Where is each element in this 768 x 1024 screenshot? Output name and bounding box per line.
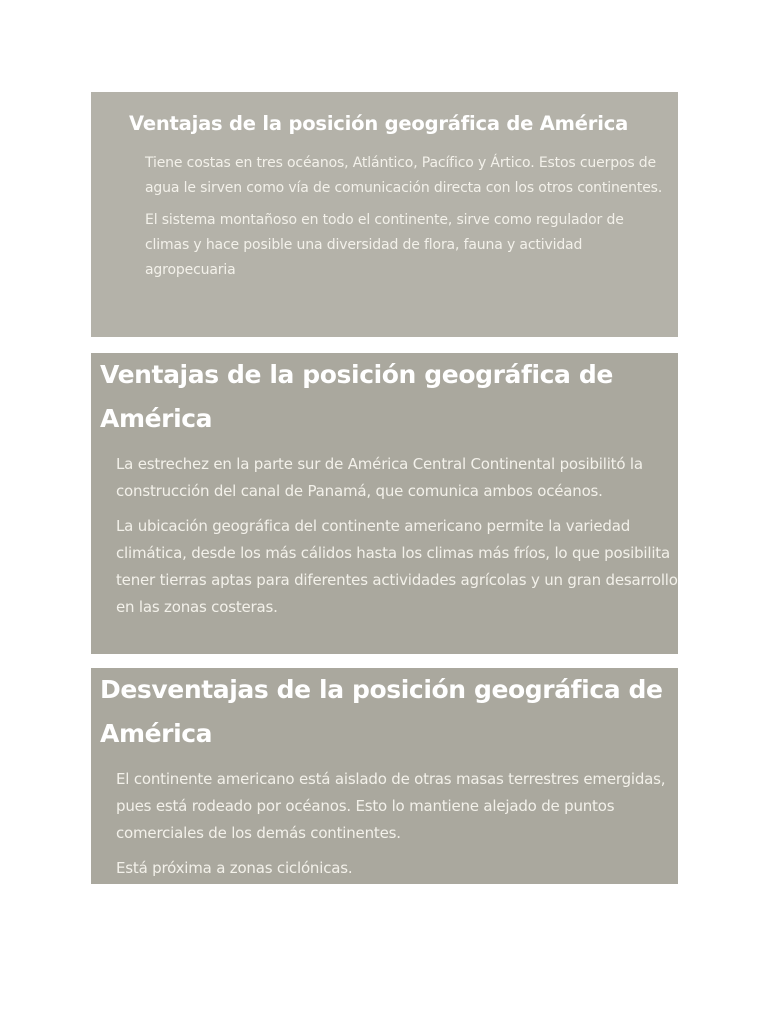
section-card-advantages-2 xyxy=(91,353,678,654)
section-title: Ventajas de la posición geográfica de América xyxy=(129,112,629,135)
section-paragraph: La ubicación geográfica del continente americano permite la variedad climática, desde los más cálidos hasta los climas más fríos, lo que posibilita tener tierras aptas para diferentes actividades agrícolas y un gran desarrollo en las zonas costeras. xyxy=(116,517,678,616)
section-paragraph: La estrechez en la parte sur de América Central Continental posibilitó la construcción del canal de Panamá, que comunica ambos océanos. xyxy=(116,455,643,500)
section-title: Desventajas de la posición geográfica de América xyxy=(100,675,663,748)
section-paragraph: Tiene costas en tres océanos, Atlántico, Pacífico y Ártico. Estos cuerpos de agua le sirven como vía de comunicación directa con los otros continentes. xyxy=(145,155,663,197)
section-title: Ventajas de la posición geográfica de América xyxy=(100,360,613,433)
section-paragraph: Está próxima a zonas ciclónicas. xyxy=(116,859,353,877)
section-card-advantages-1 xyxy=(91,92,678,337)
section-paragraph: El sistema montañoso en todo el continente, sirve como regulador de climas y hace posible una diversidad de flora, fauna y actividad agropecuaria xyxy=(145,212,624,279)
section-card-disadvantages xyxy=(91,668,678,884)
section-paragraph: El continente americano está aislado de otras masas terrestres emergidas, pues está rodeado por océanos. Esto lo mantiene alejado de puntos comerciales de los demás continentes. xyxy=(116,770,666,842)
